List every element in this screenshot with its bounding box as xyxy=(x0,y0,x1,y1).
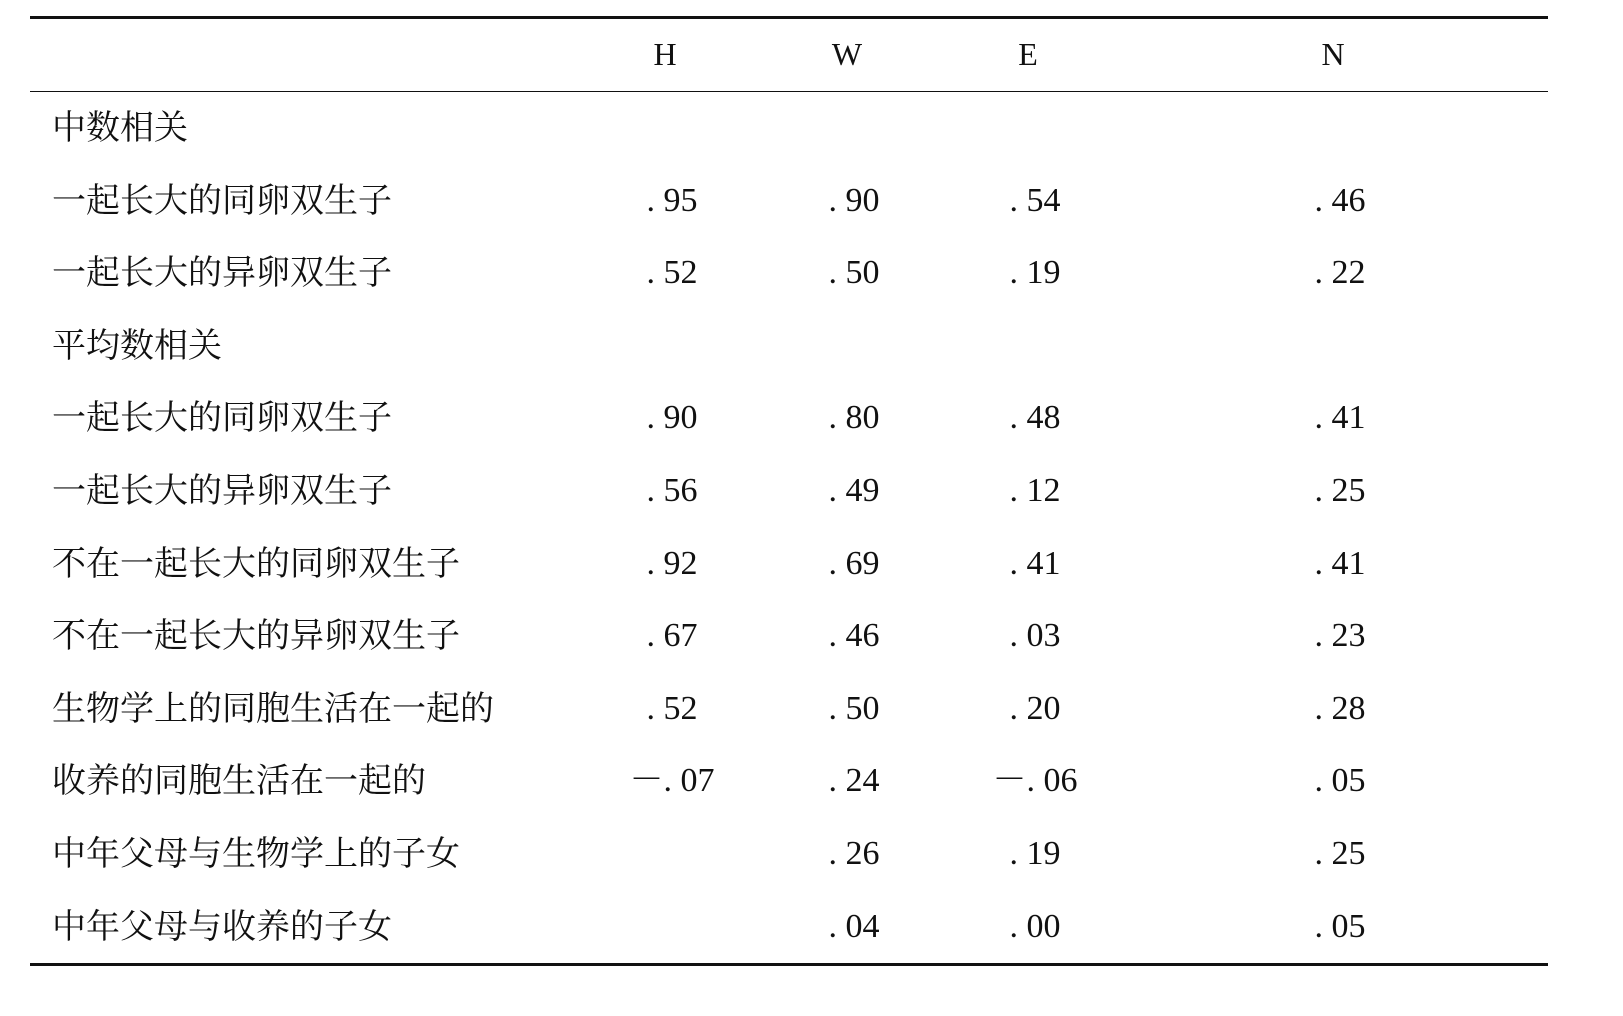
cell-e: . 41 xyxy=(1009,544,1061,582)
table-row xyxy=(0,165,1623,237)
table-row xyxy=(0,528,1623,600)
cell-e: . 00 xyxy=(1009,907,1061,945)
table-row xyxy=(0,745,1623,817)
table-row xyxy=(0,891,1623,963)
cell-h: . 56 xyxy=(646,472,698,509)
row-label: 不在一起长大的同卵双生子 xyxy=(52,543,460,584)
row-label: 一起长大的同卵双生子 xyxy=(52,180,392,221)
cell-h: . 95 xyxy=(646,181,698,219)
cell-n: . 25 xyxy=(1314,835,1366,872)
cell-w: . 80 xyxy=(828,399,880,437)
row-label: 平均数相关 xyxy=(52,325,222,366)
column-header-e: E xyxy=(1018,36,1038,72)
cell-n: . 46 xyxy=(1314,181,1366,219)
cell-w: . 69 xyxy=(828,544,880,582)
cell-n: . 41 xyxy=(1314,544,1366,582)
cell-h: . 90 xyxy=(646,399,698,437)
table-row xyxy=(0,455,1623,527)
cell-h: －. 07 xyxy=(629,762,715,800)
column-header-h: H xyxy=(653,36,677,72)
table-bottom-rule xyxy=(30,963,1548,966)
cell-n: . 23 xyxy=(1314,617,1366,655)
table-row xyxy=(0,673,1623,745)
cell-h: . 52 xyxy=(646,254,698,292)
column-header-n: N xyxy=(1321,36,1345,72)
cell-n: . 05 xyxy=(1314,762,1366,800)
cell-w: . 49 xyxy=(828,472,880,509)
table-row xyxy=(0,600,1623,672)
table-row xyxy=(0,237,1623,309)
row-label: 不在一起长大的异卵双生子 xyxy=(52,616,460,657)
cell-e: . 54 xyxy=(1009,181,1061,219)
cell-e: . 03 xyxy=(1009,617,1061,655)
cell-w: . 90 xyxy=(828,181,880,219)
cell-e: . 19 xyxy=(1009,835,1061,872)
row-label: 一起长大的异卵双生子 xyxy=(52,471,392,511)
row-label: 中数相关 xyxy=(52,108,188,148)
cell-w: . 50 xyxy=(828,689,880,727)
cell-n: . 25 xyxy=(1314,472,1366,509)
cell-h: . 67 xyxy=(646,617,698,655)
cell-e: . 19 xyxy=(1009,254,1061,292)
column-header-w: W xyxy=(831,36,863,72)
cell-n: . 41 xyxy=(1314,399,1366,437)
cell-w: . 04 xyxy=(828,907,880,945)
table-header xyxy=(0,0,1623,92)
row-label: 一起长大的异卵双生子 xyxy=(52,253,392,294)
cell-w: . 24 xyxy=(828,762,880,800)
cell-w: . 26 xyxy=(828,835,880,872)
row-label: 收养的同胞生活在一起的 xyxy=(52,761,426,802)
cell-n: . 05 xyxy=(1314,907,1366,945)
cell-w: . 50 xyxy=(828,254,880,292)
row-label: 一起长大的同卵双生子 xyxy=(52,398,392,439)
cell-e: . 48 xyxy=(1009,399,1061,437)
cell-e: . 20 xyxy=(1009,689,1061,727)
cell-h: . 52 xyxy=(646,689,698,727)
cell-w: . 46 xyxy=(828,617,880,655)
cell-e: －. 06 xyxy=(992,762,1078,800)
cell-e: . 12 xyxy=(1009,472,1061,509)
cell-h: . 92 xyxy=(646,544,698,582)
table-row xyxy=(0,382,1623,454)
row-label: 中年父母与收养的子女 xyxy=(52,906,392,947)
cell-n: . 28 xyxy=(1314,689,1366,727)
table-row xyxy=(0,310,1623,382)
row-label: 中年父母与生物学上的子女 xyxy=(52,834,460,874)
cell-n: . 22 xyxy=(1314,254,1366,292)
row-label: 生物学上的同胞生活在一起的 xyxy=(52,688,494,729)
table-row xyxy=(0,92,1623,164)
table-row xyxy=(0,818,1623,890)
